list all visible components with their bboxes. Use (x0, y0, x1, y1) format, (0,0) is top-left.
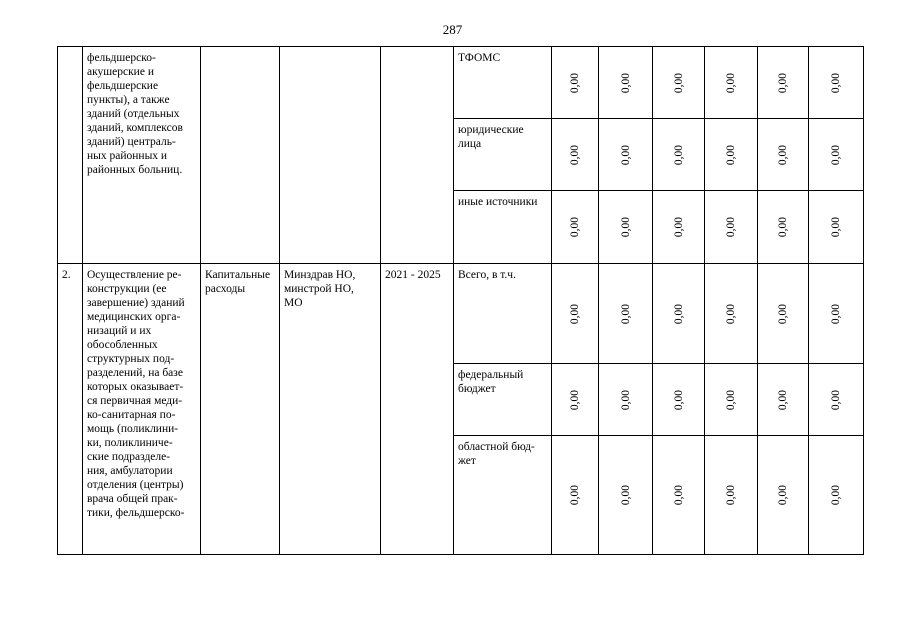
value-cell (653, 119, 705, 191)
value-cell (552, 264, 599, 364)
value-cell (758, 436, 809, 555)
funding-source-label: иные источники (458, 196, 538, 208)
funding-source-cell (454, 436, 552, 555)
value: 0,00 (725, 389, 737, 410)
expense-type: Капитальные расходы (205, 269, 271, 295)
value-cell (705, 119, 758, 191)
activity-description: Осуществление ре- конструкции (ее завершение) зданий медицинских орга- низаций и их обособленных структурных под- разделений, на базе которых оказывает- ся первичная меди- ко-санитарная по- мощь (поликлини- ки, поликлиниче- ские подразделе- ния, амбулатории отделения (центры) врача общей прак- тики, фельдшерско- (87, 269, 185, 519)
value: 0,00 (830, 216, 842, 238)
value: 0,00 (619, 144, 632, 165)
value-cell (809, 191, 864, 264)
value: 0,00 (777, 144, 789, 165)
value-cell (653, 436, 705, 555)
funding-source-cell (454, 119, 552, 191)
value: 0,00 (725, 484, 737, 506)
value-cell (809, 364, 864, 436)
value: 0,00 (619, 484, 632, 506)
value-cell (653, 264, 705, 364)
value: 0,00 (672, 303, 685, 324)
value: 0,00 (830, 303, 842, 324)
row-number: 2. (62, 269, 71, 281)
funding-source-label: областной бюд- жет (458, 441, 535, 467)
value: 0,00 (830, 484, 842, 506)
table-row (58, 264, 864, 364)
value: 0,00 (569, 216, 581, 238)
funding-source-cell (454, 47, 552, 119)
value-cell (809, 436, 864, 555)
row-number-cell (58, 47, 83, 264)
value: 0,00 (725, 72, 737, 93)
funding-source-label: ТФОМС (458, 52, 501, 64)
value: 0,00 (569, 389, 581, 410)
value-cell (599, 47, 653, 119)
description-cell (83, 47, 201, 264)
activity-description: фельдшерско- акушерские и фельдшерские пункты), а также зданий (отдельных зданий, комплексов зданий) централь- ных районных и районных больниц. (87, 52, 183, 176)
financing-table (57, 46, 864, 555)
period-cell (381, 264, 454, 555)
executors-cell (280, 47, 381, 264)
value: 0,00 (830, 389, 842, 410)
value-cell (653, 191, 705, 264)
value: 0,00 (672, 484, 685, 506)
value: 0,00 (672, 389, 685, 410)
value-cell (599, 364, 653, 436)
funding-source-cell (454, 191, 552, 264)
value: 0,00 (830, 144, 842, 165)
value-cell (599, 119, 653, 191)
value: 0,00 (619, 303, 632, 324)
value: 0,00 (569, 484, 581, 506)
value-cell (809, 47, 864, 119)
implementation-period: 2021 - 2025 (385, 269, 441, 281)
value: 0,00 (619, 389, 632, 410)
value: 0,00 (672, 144, 685, 165)
value: 0,00 (619, 72, 632, 93)
value-cell (809, 264, 864, 364)
value: 0,00 (569, 303, 581, 324)
value-cell (705, 191, 758, 264)
value-cell (653, 47, 705, 119)
value-cell (552, 364, 599, 436)
value-cell (705, 47, 758, 119)
row-number-cell (58, 264, 83, 555)
value: 0,00 (777, 484, 789, 506)
funding-source-label: Всего, в т.ч. (458, 269, 516, 281)
description-cell (83, 264, 201, 555)
expense-type-cell (201, 47, 280, 264)
value: 0,00 (725, 216, 737, 238)
value-cell (758, 191, 809, 264)
value: 0,00 (619, 216, 632, 238)
page-number: 287 (442, 22, 463, 37)
executors-cell (280, 264, 381, 555)
value-cell (599, 191, 653, 264)
expense-type-cell (201, 264, 280, 555)
value-cell (552, 119, 599, 191)
funding-source-label: федеральный бюджет (458, 369, 524, 395)
value-cell (552, 47, 599, 119)
value-cell (599, 264, 653, 364)
value: 0,00 (777, 303, 789, 324)
value-cell (599, 436, 653, 555)
value-cell (653, 364, 705, 436)
value: 0,00 (672, 216, 685, 238)
value: 0,00 (777, 389, 789, 410)
value-cell (705, 264, 758, 364)
value: 0,00 (830, 72, 842, 93)
value: 0,00 (777, 72, 789, 93)
value: 0,00 (569, 144, 581, 165)
value-cell (758, 364, 809, 436)
table-row (58, 47, 864, 119)
value-cell (758, 119, 809, 191)
funding-source-label: юридические лица (458, 124, 524, 150)
value: 0,00 (725, 144, 737, 165)
funding-source-cell (454, 364, 552, 436)
value-cell (552, 191, 599, 264)
value: 0,00 (725, 303, 737, 324)
value: 0,00 (777, 216, 789, 238)
value-cell (758, 264, 809, 364)
value-cell (705, 436, 758, 555)
value: 0,00 (569, 72, 581, 93)
period-cell (381, 47, 454, 264)
value: 0,00 (672, 72, 685, 93)
value-cell (758, 47, 809, 119)
funding-source-cell (454, 264, 552, 364)
executors: Минздрав НО, минстрой НО, МО (284, 269, 356, 309)
value-cell (809, 119, 864, 191)
value-cell (552, 436, 599, 555)
value-cell (705, 364, 758, 436)
